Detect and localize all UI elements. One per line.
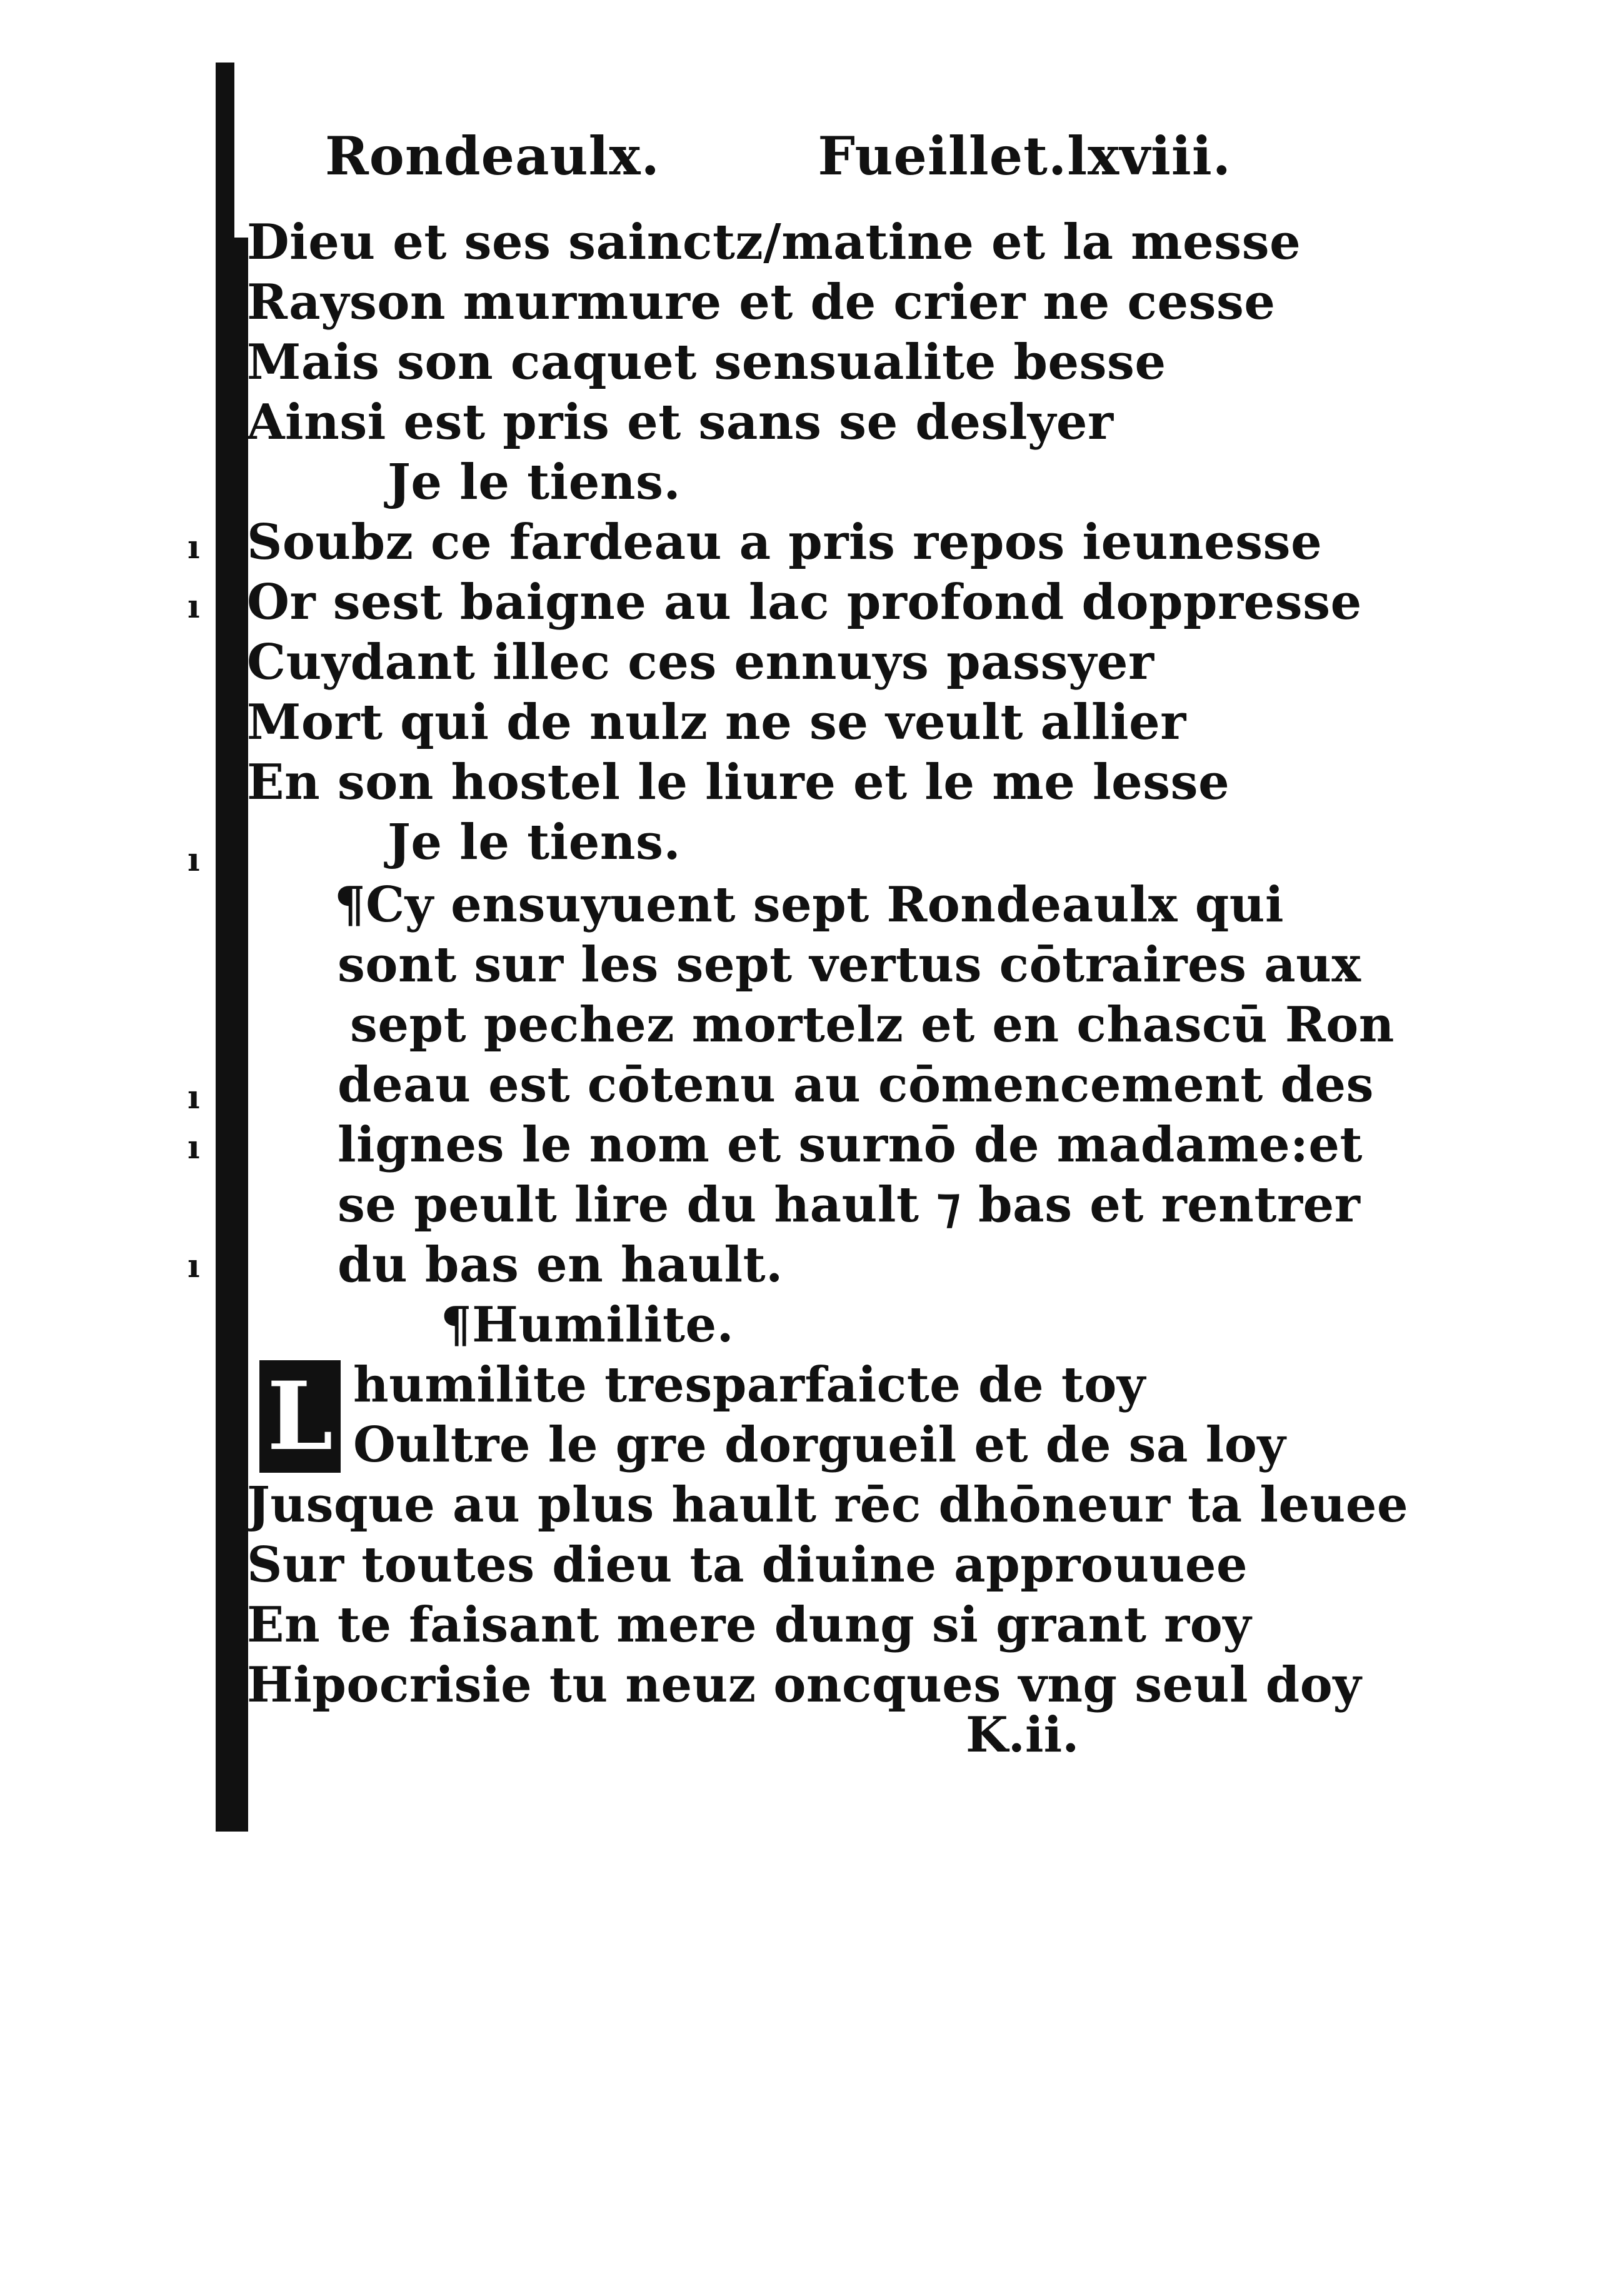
folio-number: Fueillet.lxviii. (818, 125, 1231, 187)
verse-line: Jusque au plus hault rēc dhōneur ta leuee (247, 1476, 1409, 1533)
margin-mark: ı (188, 1128, 200, 1166)
refrain-line: Je le tiens. (388, 814, 681, 871)
verse-line: Rayson murmure et de crier ne cesse (247, 274, 1276, 331)
verse-line: Ainsi est pris et sans se deslyer (247, 394, 1114, 451)
margin-mark: ı (188, 1247, 200, 1285)
verse-line: Dieu et ses sainctz/matine et la messe (247, 214, 1301, 271)
margin-mark: ı (188, 528, 200, 566)
verse-line: Or sest baigne au lac profond doppresse (247, 574, 1362, 631)
drop-initial: L (259, 1360, 341, 1473)
verse-line: Oultre le gre dorgueil et de sa loy (353, 1416, 1286, 1473)
rubric-line: deau est cōtenu au cōmencement des (338, 1056, 1374, 1113)
verse-line: Hipocrisie tu neuz oncques vng seul doy (247, 1657, 1362, 1713)
signature-mark: K.ii. (966, 1707, 1079, 1763)
rubric-line: lignes le nom et surnō de madame:et (338, 1116, 1363, 1173)
section-heading: ¶Humilite. (441, 1296, 734, 1353)
rubric-line: du bas en hault. (338, 1236, 783, 1293)
rubric-line: se peult lire du hault ⁊ bas et rentrer (338, 1176, 1361, 1233)
verse-line: Soubz ce fardeau a pris repos ieunesse (247, 514, 1323, 571)
margin-marks (188, 528, 213, 1344)
binding-rule (216, 63, 234, 1832)
refrain-line: Je le tiens. (388, 454, 681, 511)
verse-line: En te faisant mere dung si grant roy (247, 1597, 1252, 1653)
running-head (319, 113, 1244, 187)
rubric-line: sont sur les sept vertus cōtraires aux (338, 936, 1361, 993)
verse-line: Cuydant illec ces ennuys passyer (247, 634, 1154, 691)
verse-line: En son hostel le liure et le me lesse (247, 754, 1230, 811)
binding-shadow (234, 238, 248, 1832)
verse-line: Sur toutes dieu ta diuine approuuee (247, 1537, 1248, 1593)
verse-line: Mais son caquet sensualite besse (247, 334, 1166, 391)
running-head-title: Rondeaulx. (325, 125, 660, 187)
verse-line: Mort qui de nulz ne se veult allier (247, 694, 1186, 751)
margin-mark: ı (188, 588, 200, 626)
stanza-with-initial (247, 1355, 1286, 1475)
rubric-line: ¶Cy ensuyuent sept Rondeaulx qui (334, 876, 1284, 933)
verse-line: humilite tresparfaicte de toy (353, 1356, 1146, 1413)
margin-mark: ı (188, 841, 200, 879)
margin-mark: ı (188, 1078, 200, 1116)
text-block (247, 213, 1409, 1715)
rubric (247, 875, 1394, 1295)
rubric-line: sept pechez mortelz et en chascū Ron (350, 996, 1394, 1053)
